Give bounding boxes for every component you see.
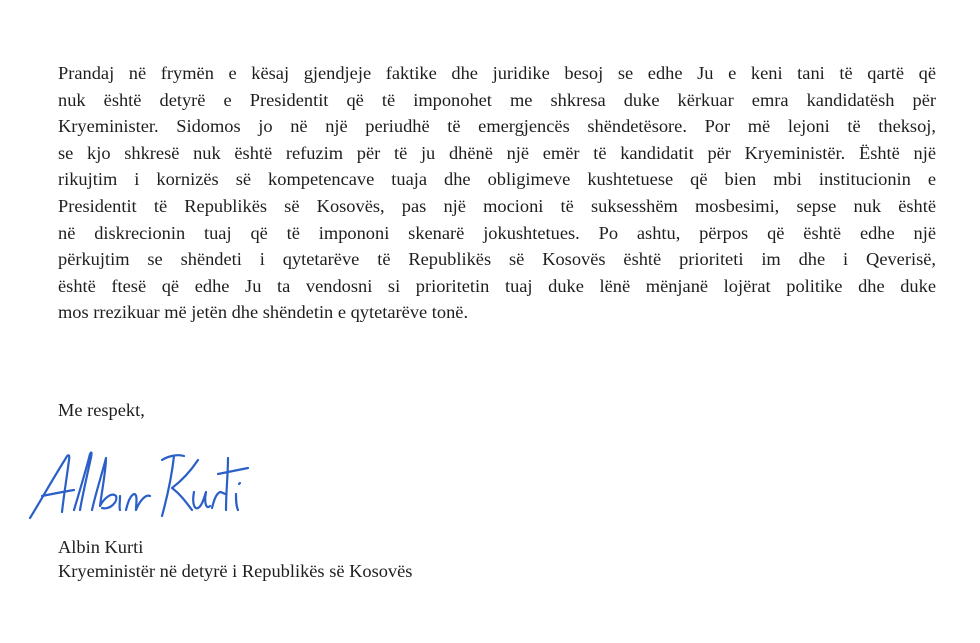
paragraph-line: në diskrecionin tuaj që të impononi skenarë jokushtetues. Po ashtu, përpos që është edhe një [58, 222, 936, 243]
paragraph-line: Kryeminister. Sidomos jo në një periudhë të emergjencës shëndetësore. Por më lejoni të theksoj, [58, 116, 936, 137]
paragraph-line: Presidentit të Republikës së Kosovës, pas një mocioni të suksesshëm mosbesimi, sepse nuk është [58, 195, 936, 216]
paragraph-line: është ftesë që edhe Ju ta vendosni si prioritetin tuaj duke lënë mënjanë lojërat politike dhe duke [58, 275, 936, 296]
paragraph-line: se kjo shkresë nuk është refuzim për të ju dhënë një emër të kandidatit për Kryeministër. Është një [58, 142, 936, 163]
signer-title: Kryeministër në detyrë i Republikës së Kosovës [58, 561, 413, 581]
paragraph-line: Prandaj në frymën e kësaj gjendjeje faktike dhe juridike besoj se edhe Ju e keni tani të qartë që [58, 63, 936, 83]
paragraph-line: përkujtim se shëndeti i qytetarëve të Republikës së Kosovës është prioriteti im dhe i Qeverisë, [58, 249, 936, 270]
paragraph-line: nuk është detyrë e Presidentit që të imponohet me shkresa duke kërkuar emra kandidatësh për [58, 89, 936, 110]
signer-name: Albin Kurti [58, 537, 144, 557]
letter-body-paragraph [58, 60, 936, 326]
handwritten-signature [22, 440, 252, 530]
paragraph-line: rikujtim i kornizës së kompetencave tuaja dhe obligimeve kushtetuese që bien mbi institucionin e [58, 169, 936, 190]
paragraph-line: mos rrezikuar më jetën dhe shëndetin e qytetarëve tonë. [58, 302, 469, 323]
closing-salutation: Me respekt, [58, 400, 145, 420]
